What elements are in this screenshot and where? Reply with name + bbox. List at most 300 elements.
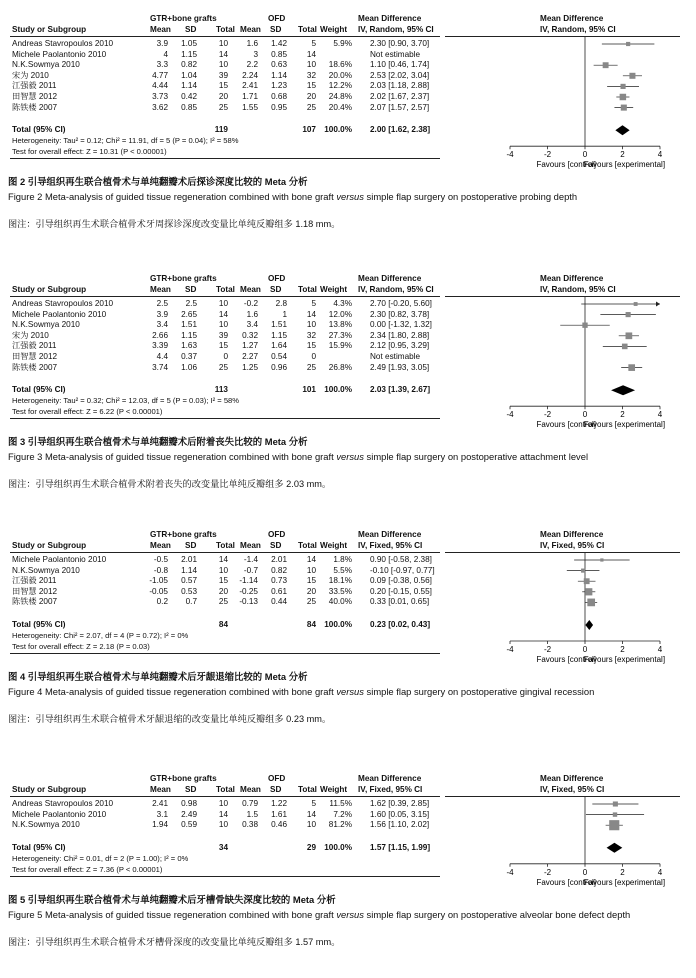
column-header: Mean [240, 25, 261, 34]
exp-mean: 3.1 [156, 809, 168, 819]
weight: 12.0% [328, 309, 352, 319]
forest-plot [0, 0, 696, 172]
caption-en-text: simple flap surgery on postoperative probing depth [363, 191, 578, 203]
total-exp: 84 [218, 620, 228, 629]
favours-control-label: Favours [control] [536, 420, 597, 430]
exp-sd: 1.14 [181, 565, 197, 575]
total-ctl: 107 [302, 125, 316, 135]
column-header: Total [298, 541, 317, 550]
mean-difference-ci: 0.09 [-0.38, 0.56] [370, 576, 432, 586]
ctl-mean: 0.32 [242, 330, 258, 340]
exp-sd: 2.49 [181, 809, 197, 819]
exp-total: 25 [218, 597, 228, 607]
exp-total: 20 [218, 586, 228, 596]
forest-plot [0, 518, 696, 667]
favours-control-label: Favours [control] [536, 160, 597, 170]
study-name: Michele Paolantonio 2010 [12, 809, 107, 819]
column-header: Mean [240, 785, 261, 794]
point-estimate-square [585, 588, 592, 595]
total-diamond [585, 620, 593, 630]
mean-difference-ci: 2.03 [1.18, 2.88] [370, 81, 430, 91]
exp-sd: 1.05 [181, 39, 197, 48]
total-label: Total (95% CI) [12, 385, 66, 395]
weight: 5.9% [333, 39, 352, 48]
column-header: Study or Subgroup [12, 785, 87, 794]
weight: 33.5% [328, 586, 352, 596]
exp-mean: 4.77 [152, 70, 168, 80]
ctl-total: 0 [311, 352, 316, 361]
weight: 24.8% [328, 92, 352, 101]
plot-header: Mean Difference [540, 530, 604, 539]
exp-sd: 1.06 [181, 362, 197, 372]
point-estimate-square [629, 73, 635, 79]
mean-difference-ci: 0.90 [-0.58, 2.38] [370, 555, 432, 564]
ctl-mean: 1.71 [242, 92, 258, 101]
ctl-sd: 2.01 [271, 555, 287, 564]
exp-sd: 0.42 [181, 92, 197, 101]
heterogeneity-stat: Heterogeneity: Chi² = 0.01, df = 2 (P = 1.00); I² = 0% [12, 853, 189, 863]
column-header: Total [298, 25, 317, 34]
favours-control-label: Favours [control] [536, 877, 597, 887]
point-estimate-square [603, 62, 609, 68]
ctl-total: 15 [306, 576, 316, 586]
ctl-total: 25 [306, 597, 316, 607]
exp-total: 20 [218, 92, 228, 101]
weight: 13.8% [328, 320, 352, 330]
ctl-total: 14 [306, 49, 316, 59]
study-name: 宋为 2010 [12, 330, 49, 340]
caption-cn: 图 3 引导组织再生联合植骨术与单纯翻瓣术后附着丧失比较的 Meta 分析 [8, 436, 308, 448]
mean-difference-ci: 1.10 [0.46, 1.74] [370, 60, 430, 70]
exp-sd: 0.85 [181, 102, 197, 112]
caption-en-text: Figure 2 Meta-analysis of guided tissue regeneration combined with bone graft [8, 191, 337, 203]
total-ci: 0.23 [0.02, 0.43] [370, 620, 431, 629]
ctl-mean: 1.27 [242, 341, 258, 351]
point-estimate-square [620, 84, 625, 89]
x-tick-label: 4 [657, 150, 663, 160]
study-name: Michele Paolantonio 2010 [12, 309, 107, 319]
overall-effect-stat: Test for overall effect: Z = 10.31 (P < 0.00001) [12, 147, 167, 157]
total-diamond [611, 385, 635, 395]
x-tick-label: -2 [543, 645, 552, 654]
caption-note: 图注：引导组织再生术联合植骨术牙龈退缩的改变量比单纯反瓣组多 0.23 mm。 [8, 714, 332, 724]
ctl-sd: 1.42 [271, 39, 287, 48]
exp-total: 14 [218, 555, 228, 564]
study-name: N.K.Sowmya 2010 [12, 565, 80, 575]
ctl-total: 14 [306, 309, 316, 319]
exp-total: 10 [218, 565, 228, 575]
point-estimate-square [626, 42, 630, 46]
exp-sd: 2.65 [181, 309, 197, 319]
group2-header: OFD [268, 274, 286, 283]
forest-plot [0, 262, 696, 432]
mean-difference-ci: 2.30 [0.82, 3.78] [370, 309, 430, 319]
exp-sd: 1.51 [181, 320, 197, 330]
x-tick-label: 0 [582, 410, 588, 420]
mean-difference-ci: 0.33 [0.01, 0.65] [370, 597, 430, 607]
total-ci: 1.57 [1.15, 1.99] [370, 842, 431, 852]
ctl-sd: 0.85 [271, 49, 287, 59]
x-tick-label: 0 [582, 645, 588, 654]
total-exp: 34 [218, 842, 228, 852]
study-name: 田智慧 2012 [12, 92, 58, 101]
column-header: Total [216, 541, 235, 550]
x-tick-label: -4 [506, 867, 514, 877]
mean-difference-ci: 1.56 [1.10, 2.02] [370, 820, 430, 830]
weight: 20.4% [328, 102, 352, 112]
exp-total: 10 [218, 320, 228, 330]
total-label: Total (95% CI) [12, 125, 66, 135]
plot-header: Mean Difference [540, 274, 604, 283]
ctl-sd: 0.82 [271, 565, 287, 575]
exp-mean: 3.4 [156, 320, 168, 330]
plot-subheader: IV, Fixed, 95% CI [540, 541, 605, 550]
total-diamond [615, 125, 629, 135]
favours-experimental-label: Favours [experimental] [583, 160, 666, 170]
caption-en [8, 451, 688, 463]
exp-total: 14 [218, 809, 228, 819]
md-header: Mean Difference [358, 274, 422, 283]
exp-mean: 4.44 [152, 81, 168, 91]
point-estimate-square [622, 344, 628, 350]
ctl-sd: 0.68 [271, 92, 287, 101]
study-name: 江强毅 2011 [12, 576, 57, 586]
column-header: SD [270, 541, 282, 550]
column-header: SD [185, 285, 197, 294]
caption-en-italic: versus [336, 908, 364, 920]
point-estimate-square [628, 364, 635, 371]
exp-sd: 0.53 [181, 586, 197, 596]
ctl-sd: 0.63 [271, 60, 287, 70]
total-ctl: 101 [302, 385, 316, 395]
exp-total: 0 [223, 352, 228, 361]
total-weight: 100.0% [324, 125, 352, 135]
caption-en [8, 686, 688, 698]
exp-total: 10 [218, 39, 228, 48]
total-ci: 2.00 [1.62, 2.38] [370, 125, 431, 135]
plot-header: Mean Difference [540, 14, 604, 23]
mean-difference-ci: 2.02 [1.67, 2.37] [370, 92, 430, 101]
total-label: Total (95% CI) [12, 842, 66, 852]
exp-total: 15 [218, 341, 228, 351]
favours-experimental-label: Favours [experimental] [583, 655, 666, 664]
study-name: N.K.Sowmya 2010 [12, 60, 80, 70]
exp-mean: -1.05 [149, 576, 168, 586]
weight: 11.5% [329, 799, 352, 808]
study-name: N.K.Sowmya 2010 [12, 820, 80, 830]
total-diamond [607, 843, 623, 853]
ctl-mean: 2.27 [242, 352, 258, 361]
md-header: Mean Difference [358, 774, 422, 783]
study-name: 陈铁楼 2007 [12, 362, 58, 372]
point-estimate-square [613, 801, 618, 806]
study-name: Michele Paolantonio 2010 [12, 555, 107, 564]
group1-header: GTR+bone grafts [150, 774, 217, 783]
heterogeneity-stat: Heterogeneity: Tau² = 0.32; Chi² = 12.03, df = 5 (P = 0.03); I² = 58% [12, 396, 240, 406]
column-header: SD [270, 785, 282, 794]
exp-total: 39 [218, 330, 228, 340]
point-estimate-square [609, 820, 619, 830]
ctl-sd: 1.23 [271, 81, 287, 91]
study-name: Michele Paolantonio 2010 [12, 49, 107, 59]
column-header: Total [216, 25, 235, 34]
caption-note: 图注：引导组织再生术联合植骨术牙槽骨深度的改变量比单纯反瓣组多 1.57 mm。 [8, 936, 341, 947]
weight: 81.2% [328, 820, 352, 830]
ctl-sd: 0.61 [271, 586, 287, 596]
exp-total: 15 [218, 576, 228, 586]
plot-subheader: IV, Fixed, 95% CI [540, 785, 605, 794]
caption-en-italic: versus [336, 686, 364, 697]
ctl-total: 10 [306, 60, 316, 70]
ctl-total: 10 [306, 820, 316, 830]
exp-sd: 2.01 [181, 555, 197, 564]
overall-effect-stat: Test for overall effect: Z = 2.18 (P = 0.03) [12, 642, 150, 651]
caption-en [8, 909, 688, 921]
ctl-mean: -0.7 [243, 565, 258, 575]
exp-mean: 2.66 [152, 330, 168, 340]
weight: 26.8% [328, 362, 352, 372]
heterogeneity-stat: Heterogeneity: Tau² = 0.12; Chi² = 11.91, df = 5 (P = 0.04); I² = 58% [12, 136, 239, 146]
exp-sd: 0.37 [181, 352, 197, 361]
ctl-total: 14 [306, 555, 316, 564]
study-name: 陈铁楼 2007 [12, 102, 58, 112]
ctl-total: 25 [306, 362, 316, 372]
ctl-mean: 0.38 [242, 820, 258, 830]
exp-mean: 3.9 [156, 39, 168, 48]
overall-effect-stat: Test for overall effect: Z = 6.22 (P < 0.00001) [12, 407, 163, 417]
study-name: Andreas Stavropoulos 2010 [12, 299, 114, 308]
mean-difference-ci: 2.07 [1.57, 2.57] [370, 102, 430, 112]
ctl-total: 20 [306, 586, 316, 596]
mean-difference-ci: 1.62 [0.39, 2.85] [370, 799, 430, 808]
ctl-mean: 0.79 [242, 799, 258, 808]
ctl-mean: 1.55 [242, 102, 258, 112]
ctl-total: 5 [311, 299, 316, 308]
total-ctl: 84 [306, 620, 316, 629]
exp-mean: 1.94 [152, 820, 168, 830]
ctl-total: 15 [306, 81, 316, 91]
exp-sd: 0.59 [181, 820, 197, 830]
ctl-mean: -0.13 [239, 597, 258, 607]
ctl-mean: -0.25 [239, 586, 258, 596]
ctl-total: 14 [306, 809, 316, 819]
exp-mean: 2.5 [156, 299, 168, 308]
mean-difference-ci: 2.30 [0.90, 3.70] [370, 39, 430, 48]
x-tick-label: 4 [657, 410, 663, 420]
exp-sd: 0.7 [185, 597, 197, 607]
ctl-total: 15 [306, 341, 316, 351]
x-tick-label: 2 [620, 867, 625, 877]
md-header: Mean Difference [358, 14, 422, 23]
ctl-sd: 1.64 [271, 341, 287, 351]
column-header: Weight [320, 25, 348, 34]
ctl-sd: 1.61 [271, 809, 287, 819]
total-weight: 100.0% [324, 842, 352, 852]
overall-effect-stat: Test for overall effect: Z = 7.36 (P < 0.00001) [12, 864, 163, 874]
forest-plot [0, 762, 696, 890]
x-tick-label: -2 [543, 867, 552, 877]
x-tick-label: -4 [506, 645, 514, 654]
exp-total: 15 [218, 81, 228, 91]
heterogeneity-stat: Heterogeneity: Chi² = 2.07, df = 4 (P = 0.72); I² = 0% [12, 631, 189, 640]
ctl-sd: 1.51 [271, 320, 287, 330]
group1-header: GTR+bone grafts [150, 14, 217, 23]
ctl-total: 25 [306, 102, 316, 112]
ctl-sd: 0.96 [271, 362, 287, 372]
weight: 5.5% [333, 565, 352, 575]
ctl-sd: 0.54 [271, 352, 287, 361]
exp-total: 25 [218, 102, 228, 112]
exp-mean: -0.8 [153, 565, 168, 575]
weight: 7.2% [333, 809, 352, 819]
x-tick-label: 0 [582, 150, 588, 160]
ctl-sd: 0.44 [271, 597, 287, 607]
column-header: IV, Fixed, 95% CI [358, 785, 423, 794]
x-tick-label: 2 [620, 410, 625, 420]
exp-mean: -0.05 [149, 586, 168, 596]
plot-subheader: IV, Random, 95% CI [540, 285, 616, 294]
point-estimate-square [584, 578, 590, 584]
exp-sd: 1.04 [181, 70, 197, 80]
ctl-total: 20 [306, 92, 316, 101]
exp-mean: 3.62 [152, 102, 168, 112]
ctl-sd: 1 [282, 309, 287, 319]
weight: 40.0% [328, 597, 352, 607]
exp-total: 14 [218, 49, 228, 59]
exp-sd: 1.14 [181, 81, 197, 91]
column-header: Mean [150, 25, 171, 34]
point-estimate-square [581, 569, 585, 573]
ctl-total: 5 [311, 39, 316, 48]
exp-sd: 0.98 [181, 799, 197, 808]
mean-difference-ci: 1.60 [0.05, 3.15] [370, 809, 430, 819]
ctl-sd: 0.95 [271, 102, 287, 112]
column-header: Total [298, 785, 317, 794]
weight: 18.6% [328, 60, 352, 70]
exp-sd: 0.57 [181, 576, 197, 586]
ctl-mean: 3 [253, 49, 258, 59]
x-tick-label: -2 [543, 150, 552, 160]
total-ci: 2.03 [1.39, 2.67] [370, 385, 431, 395]
caption-en-text: simple flap surgery on postoperative alveolar bone defect depth [363, 908, 631, 920]
study-name: 宋为 2010 [12, 70, 49, 80]
plot-header: Mean Difference [540, 774, 604, 783]
ctl-mean: 1.25 [242, 362, 258, 372]
exp-total: 14 [218, 309, 228, 319]
caption-note: 图注：引导组织再生术联合植骨术牙周探诊深度改变量比单纯反瓣组多 1.18 mm。 [8, 219, 341, 230]
exp-sd: 1.15 [181, 49, 197, 59]
column-header: IV, Fixed, 95% CI [358, 541, 423, 550]
favours-experimental-label: Favours [experimental] [583, 877, 666, 887]
total-exp: 113 [214, 385, 228, 395]
column-header: Weight [320, 541, 348, 550]
exp-mean: 3.9 [156, 309, 168, 319]
total-weight: 100.0% [324, 385, 352, 395]
point-estimate-square [582, 323, 587, 328]
column-header: Study or Subgroup [12, 285, 87, 294]
exp-sd: 0.82 [181, 60, 197, 70]
study-name: Andreas Stavropoulos 2010 [12, 39, 114, 48]
mean-difference-ci: -0.10 [-0.97, 0.77] [370, 565, 435, 575]
column-header: Weight [320, 785, 348, 794]
column-header: Mean [150, 541, 171, 550]
column-header: Total [298, 285, 317, 294]
exp-mean: 3.74 [152, 362, 168, 372]
caption-en [8, 191, 688, 203]
exp-total: 25 [218, 362, 228, 372]
exp-mean: 0.2 [156, 597, 168, 607]
ctl-mean: 2.24 [242, 70, 258, 80]
column-header: Mean [240, 541, 261, 550]
study-name: 田智慧 2012 [12, 352, 58, 361]
weight: 1.8% [333, 555, 352, 564]
group2-header: OFD [268, 14, 286, 23]
caption-note: 图注：引导组织再生术联合植骨术附着丧失的改变量比单纯反瓣组多 2.03 mm。 [8, 479, 332, 490]
study-name: 江强毅 2011 [12, 81, 57, 91]
total-label: Total (95% CI) [12, 620, 66, 629]
ctl-total: 32 [306, 70, 316, 80]
column-header: Mean [150, 285, 171, 294]
group1-header: GTR+bone grafts [150, 530, 217, 539]
point-estimate-square [634, 302, 638, 306]
md-header: Mean Difference [358, 530, 422, 539]
exp-total: 10 [218, 299, 228, 308]
caption-en-text: simple flap surgery on postoperative attachment level [363, 451, 589, 463]
column-header: Mean [150, 785, 171, 794]
ctl-sd: 2.8 [275, 299, 287, 308]
weight: 27.3% [328, 330, 352, 340]
column-header: Total [216, 285, 235, 294]
total-ctl: 29 [306, 842, 316, 852]
x-tick-label: -2 [543, 410, 552, 420]
ctl-mean: 1.5 [246, 809, 258, 819]
total-weight: 100.0% [324, 620, 352, 629]
column-header: Study or Subgroup [12, 25, 87, 34]
ctl-mean: 2.2 [246, 60, 258, 70]
study-name: 田智慧 2012 [12, 586, 58, 596]
point-estimate-square [587, 599, 595, 607]
column-header: Weight [320, 285, 348, 294]
caption-en-text: simple flap surgery on postoperative gingival recession [363, 686, 595, 697]
weight: 12.2% [328, 81, 352, 91]
caption-en-text: Figure 3 Meta-analysis of guided tissue regeneration combined with bone graft [8, 451, 337, 463]
exp-total: 10 [218, 820, 228, 830]
point-estimate-square [626, 332, 633, 339]
ctl-mean: 2.41 [242, 81, 258, 91]
mean-difference-ci: 0.00 [-1.32, 1.32] [370, 320, 432, 330]
column-header: Mean [240, 285, 261, 294]
weight: 15.9% [328, 341, 352, 351]
column-header: IV, Random, 95% CI [358, 25, 434, 34]
caption-cn: 图 5 引导组织再生联合植骨术与单纯翻瓣术后牙槽骨缺失深度比较的 Meta 分析 [8, 893, 336, 905]
ctl-mean: 1.6 [246, 309, 258, 319]
column-header: SD [270, 25, 282, 34]
study-name: 江强毅 2011 [12, 341, 57, 351]
column-header: Total [216, 785, 235, 794]
mean-difference-ci: 2.34 [1.80, 2.88] [370, 330, 430, 340]
exp-mean: -0.5 [153, 555, 168, 564]
ctl-mean: -1.14 [239, 576, 258, 586]
point-estimate-square [621, 105, 627, 111]
exp-mean: 3.3 [156, 60, 168, 70]
point-estimate-square [626, 312, 631, 317]
ctl-total: 32 [306, 330, 316, 340]
group2-header: OFD [268, 530, 286, 539]
study-name: 陈铁楼 2007 [12, 597, 58, 607]
column-header: SD [185, 541, 197, 550]
point-estimate-square [613, 812, 617, 816]
mean-difference-ci: 2.70 [-0.20, 5.60] [370, 299, 432, 308]
